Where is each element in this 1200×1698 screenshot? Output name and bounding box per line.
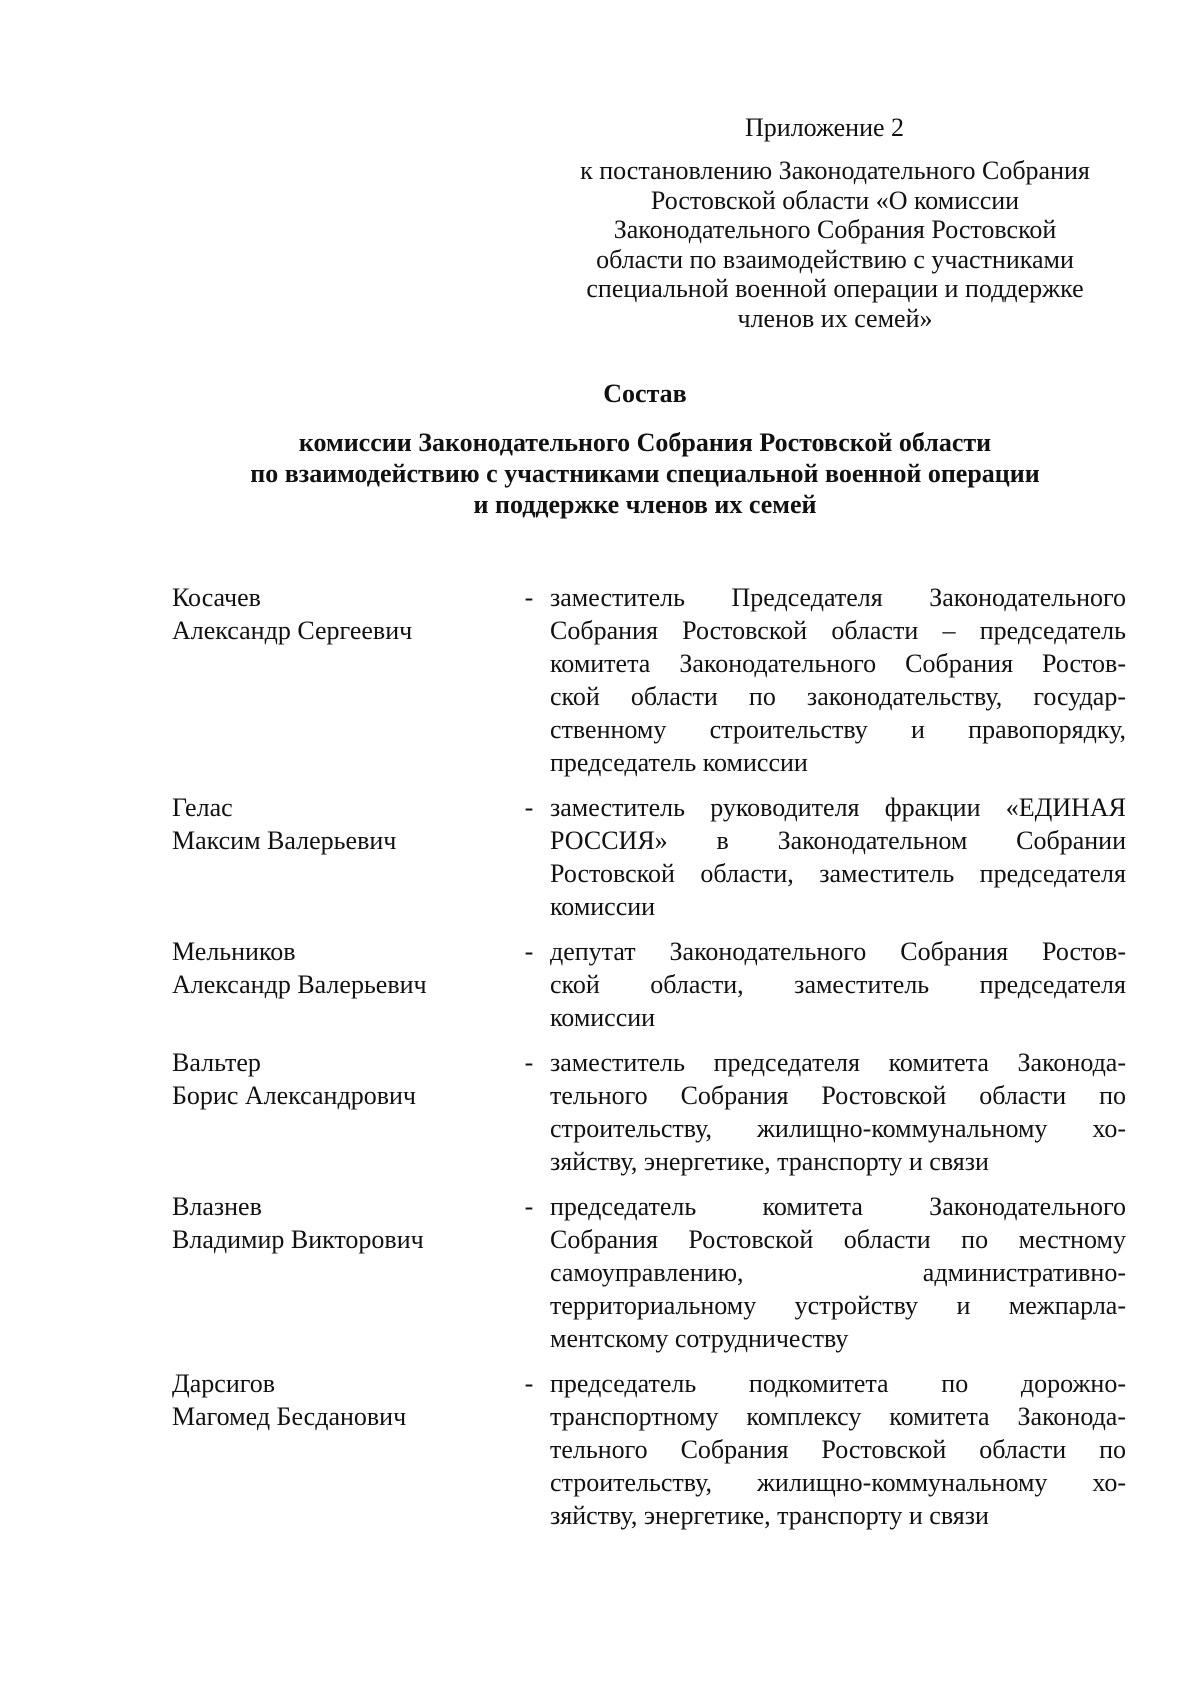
member-surname: Мельников xyxy=(172,937,296,966)
member-role-line: комиссии xyxy=(550,892,656,921)
member-entry xyxy=(172,1190,1126,1355)
member-name xyxy=(172,1046,502,1112)
member-role-line: заместитель Председателя Законодательного xyxy=(550,583,1126,612)
document-title: Состав xyxy=(603,379,687,408)
member-name xyxy=(172,935,502,1001)
member-given-names: Максим Валерьевич xyxy=(172,826,397,855)
member-given-names: Александр Сергеевич xyxy=(172,616,413,645)
member-role xyxy=(550,1367,1126,1532)
member-role-line: территориальному устройству и межпарла- xyxy=(550,1291,1126,1320)
member-entry xyxy=(172,1367,1126,1532)
member-dash: - xyxy=(524,1369,534,1398)
member-entry xyxy=(172,581,1126,779)
member-given-names: Владимир Викторович xyxy=(172,1225,424,1254)
member-surname: Влазнев xyxy=(172,1192,262,1221)
member-role-line: зяйству, энергетике, транспорту и связи xyxy=(550,1501,989,1530)
member-dash: - xyxy=(524,1192,534,1221)
appendix-reference-line: к постановлению Законодательного Собрания xyxy=(580,156,1090,185)
member-role-line: ственному строительству и правопорядку, xyxy=(550,715,1126,744)
member-role xyxy=(550,581,1126,779)
member-role-line: самоуправлению, административно- xyxy=(550,1258,1126,1287)
member-role-line: комитета Законодательного Собрания Ростов- xyxy=(550,649,1126,678)
member-name xyxy=(172,791,502,857)
appendix-reference-line: специальной военной операции и поддержке xyxy=(586,274,1084,303)
subtitle-line: комиссии Законодательного Собрания Ростовской области xyxy=(298,428,992,457)
appendix-reference-line: Законодательного Собрания Ростовской xyxy=(613,215,1057,244)
member-role-line: тельного Собрания Ростовской области по xyxy=(550,1081,1126,1110)
member-role-line: ской области, заместитель председателя xyxy=(550,970,1126,999)
member-role-line: Ростовской области, заместитель председателя xyxy=(550,859,1126,888)
member-dash: - xyxy=(524,793,534,822)
member-dash: - xyxy=(524,583,534,612)
member-role-line: ской области по законодательству, государ- xyxy=(550,682,1126,711)
member-role xyxy=(550,1190,1126,1355)
member-role-line: депутат Законодательного Собрания Ростов- xyxy=(550,937,1126,966)
member-role-line: заместитель председателя комитета Законода- xyxy=(550,1048,1126,1077)
member-name xyxy=(172,581,502,647)
appendix-reference xyxy=(545,156,1125,333)
member-role xyxy=(550,791,1126,923)
member-role-line: РОССИЯ» в Законодательном Собрании xyxy=(550,826,1126,855)
member-surname: Дарсигов xyxy=(172,1369,276,1398)
member-surname: Вальтер xyxy=(172,1048,261,1077)
member-role-line: председатель комиссии xyxy=(550,748,808,777)
member-role-line: строительству, жилищно-коммунальному хо- xyxy=(550,1114,1126,1143)
subtitle-line: и поддержке членов их семей xyxy=(473,490,817,519)
member-role-line: Собрания Ростовской области по местному xyxy=(550,1225,1126,1254)
appendix-reference-line: области по взаимодействию с участниками xyxy=(596,244,1074,274)
member-role-line: транспортному комплексу комитета Законода- xyxy=(550,1402,1126,1431)
member-role xyxy=(550,935,1126,1034)
member-role-line: зяйству, энергетике, транспорту и связи xyxy=(550,1147,989,1176)
appendix-reference-line: Ростовской области «О комиссии xyxy=(650,185,1020,215)
member-role-line: тельного Собрания Ростовской области по xyxy=(550,1435,1126,1464)
member-dash: - xyxy=(524,937,534,966)
member-given-names: Александр Валерьевич xyxy=(172,970,427,999)
member-role-line: строительству, жилищно-коммунальному хо- xyxy=(550,1468,1126,1497)
subtitle-line: по взаимодействию с участниками специальной военной операции xyxy=(250,459,1040,488)
member-given-names: Борис Александрович xyxy=(172,1081,416,1110)
member-role xyxy=(550,1046,1126,1178)
document-subtitle xyxy=(0,427,1200,520)
member-entry xyxy=(172,935,1126,1034)
members-list xyxy=(172,581,1126,1544)
member-entry xyxy=(172,1046,1126,1178)
appendix-label: Приложение 2 xyxy=(745,113,905,142)
member-given-names: Магомед Бесданович xyxy=(172,1402,407,1431)
member-role-line: председатель подкомитета по дорожно- xyxy=(550,1369,1126,1398)
member-role-line: комиссии xyxy=(550,1003,656,1032)
member-role-line: ментскому сотрудничеству xyxy=(550,1324,849,1353)
member-dash: - xyxy=(524,1048,534,1077)
member-surname: Гелас xyxy=(172,793,233,822)
appendix-reference-line: членов их семей» xyxy=(737,303,933,333)
member-entry xyxy=(172,791,1126,923)
member-name xyxy=(172,1190,502,1256)
member-surname: Косачев xyxy=(172,583,261,612)
member-role-line: Собрания Ростовской области – председатель xyxy=(550,616,1126,645)
member-role-line: председатель комитета Законодательного xyxy=(550,1192,1126,1221)
member-name xyxy=(172,1367,502,1433)
member-role-line: заместитель руководителя фракции «ЕДИНАЯ xyxy=(550,793,1126,822)
